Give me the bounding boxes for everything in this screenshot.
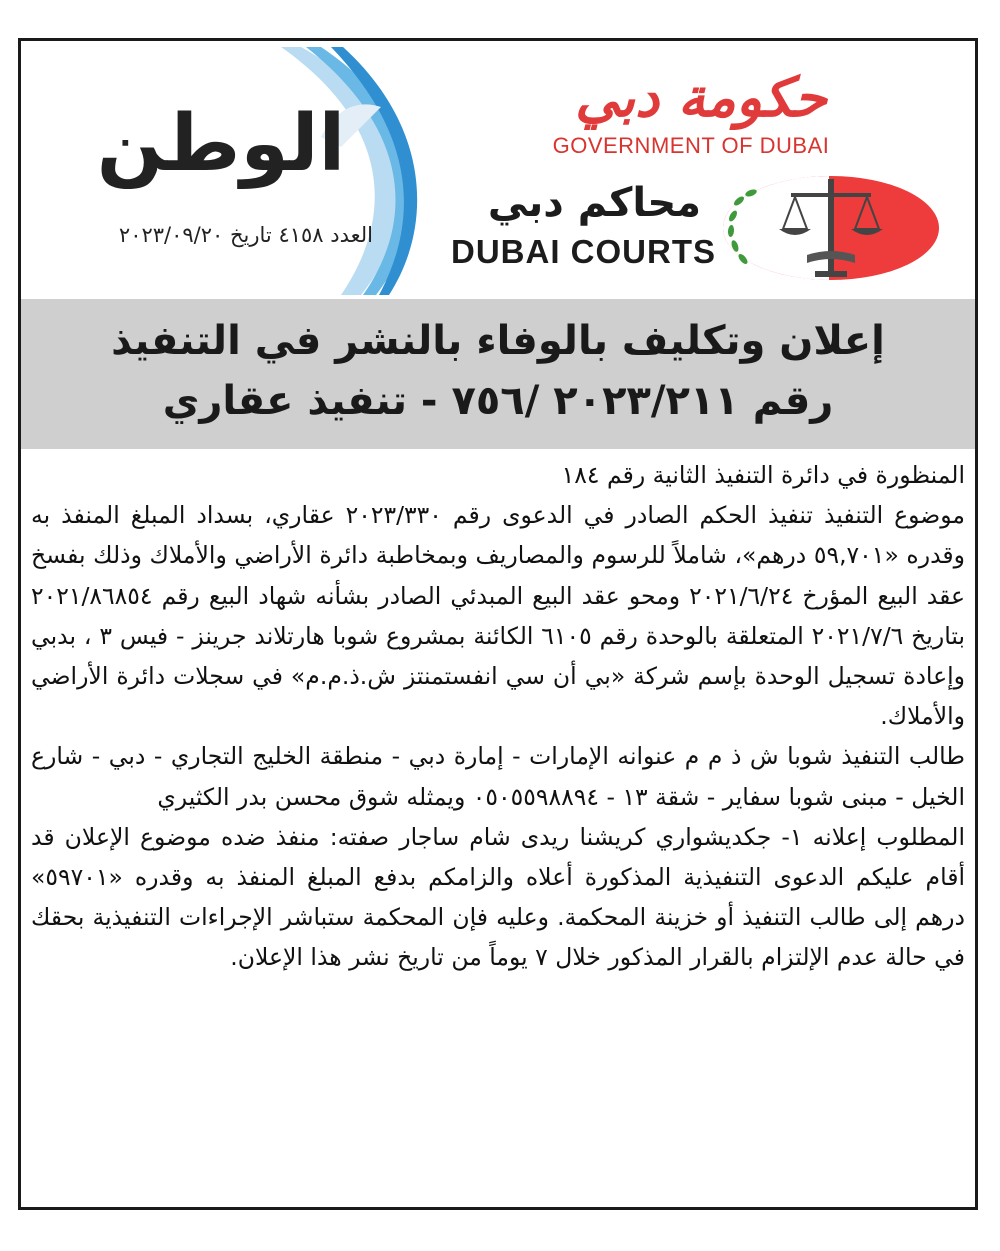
newspaper-masthead: الوطن	[96, 99, 346, 189]
circuit-paragraph: المنظورة في دائرة التنفيذ الثانية رقم ١٨٤	[561, 461, 965, 489]
respondent-paragraph: المطلوب إعلانه ١- جكديشواري كريشنا ريدى شام ساجار صفته: منفذ ضده موضوع الإعلان قد أقام عليكم الدعوى التنفيذية المذكورة أعلاه والزامكم بدفع المبلغ المنفذ به وقدره «٥٩٧٠١» درهم إلى طالب التنفيذ أو خزينة المحكمة. وعليه فإن المحكمة ستباشر الإجراءات التنفيذية بحقك في حالة عدم الإلتزام بالقرار المذكور خلال ٧ يوماً من تاريخ نشر هذا الإعلان.	[31, 822, 965, 972]
notice-title: إعلان وتكليف بالوفاء بالنشر في التنفيذ	[111, 318, 885, 364]
notice-frame	[18, 38, 978, 1210]
claimant-paragraph: طالب التنفيذ شوبا ش ذ م م عنوانه الإمارات - إمارة دبي - منطقة الخليج التجاري - دبي - شارع الخيل - مبنى شوبا سفاير - شقة ١٣ - ٠٥٠٥٥٩٨٨٩٤ ويمثله شوق محسن بدر الكثيري	[31, 742, 965, 811]
government-arabic-logo: حكومة دبي	[575, 65, 827, 129]
issue-date-line: العدد ٤١٥٨ تاريخ ٢٠٢٣/٠٩/٢٠	[118, 223, 373, 247]
government-english-label: GOVERNMENT OF DUBAI	[552, 133, 830, 158]
newspaper-logo	[31, 47, 431, 295]
notice-title-band	[21, 299, 975, 449]
notice-header	[21, 41, 975, 299]
courts-english-label: DUBAI COURTS	[451, 233, 716, 270]
scales-of-justice-icon	[711, 171, 941, 286]
subject-paragraph: موضوع التنفيذ تنفيذ الحكم الصادر في الدعوى رقم ٢٠٢٣/٣٣٠ عقاري، بسداد المبلغ المنفذ به وقدره «٥٩,٧٠١ درهم»، شاملاً للرسوم والمصاريف وبمخاطبة دائرة الأراضي والأملاك وذلك بفسخ عقد البيع المؤرخ ٢٠٢١/٦/٢٤ ومحو عقد البيع المبدئي الصادر بشأنه شهاد البيع رقم ٢٠٢١/٨٦٨٥٤ بتاريخ ٢٠٢١/٧/٦ المتعلقة بالوحدة رقم ٦١٠٥ الكائنة بمشروع شوبا هارتلاند جرينز - فيس ٣ ، بدبي وإعادة تسجيل الوحدة بإسم شركة «بي أن سي انفستمنتز ش.ذ.م.م» في سجلات دائرة الأراضي والأملاك.	[31, 501, 965, 731]
courts-arabic-label: محاكم دبي	[487, 180, 701, 226]
notice-body	[31, 455, 965, 978]
case-number-title: رقم ٢٠٢٣/٢١١ /٧٥٦ - تنفيذ عقاري	[162, 378, 834, 424]
